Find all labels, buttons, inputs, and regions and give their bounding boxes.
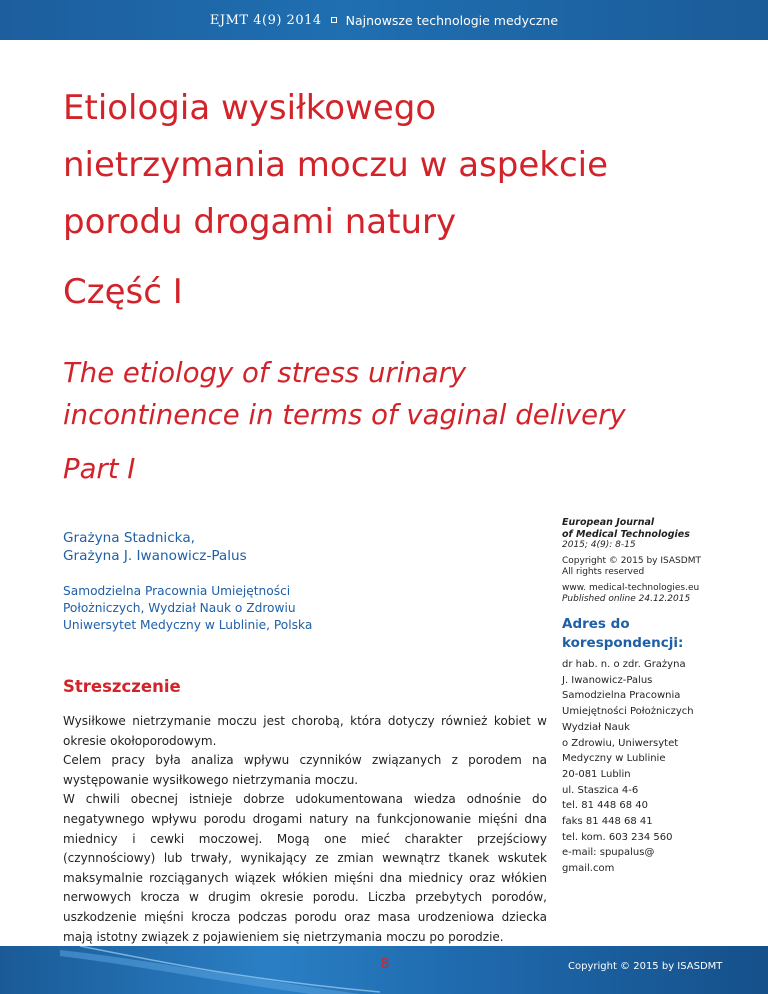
footer-swoosh-graphic <box>60 946 380 994</box>
email-line[interactable]: gmail.com <box>562 863 615 875</box>
address-line: Umiejętności Położniczych <box>562 706 694 718</box>
header-separator-square <box>331 17 337 23</box>
address-line: o Zdrowiu, Uniwersytet <box>562 737 679 749</box>
title-english <box>63 352 743 436</box>
journal-rights: All rights reserved <box>562 567 645 577</box>
journal-info <box>562 517 752 606</box>
title-polish-line: porodu drogami natury <box>63 202 457 242</box>
address-line: 20-081 Lublin <box>562 768 631 780</box>
header-section: Najnowsze technologie medyczne <box>345 12 559 28</box>
abstract-heading: Streszczenie <box>63 677 181 696</box>
author-name: Grażyna J. Iwanowicz-Palus <box>63 548 247 564</box>
correspondence-address <box>562 657 752 877</box>
footer-copyright: Copyright © 2015 by ISASDMT <box>568 961 723 972</box>
email-line[interactable]: e-mail: spupalus@ <box>562 847 655 859</box>
journal-name: European Journal <box>562 517 655 528</box>
title-polish-line: nietrzymania moczu w aspekcie <box>63 145 609 185</box>
title-polish <box>63 80 723 251</box>
address-line: tel. kom. 603 234 560 <box>562 831 673 843</box>
abstract-body <box>63 712 547 947</box>
affiliation-line: Położniczych, Wydział Nauk o Zdrowiu <box>63 601 296 615</box>
abstract-paragraph: Celem pracy była analiza wpływu czynników związanych z porodem na występowanie wysiłkowego nietrzymania moczu. <box>63 753 547 787</box>
correspondence-heading <box>562 615 752 653</box>
address-line: Samodzielna Pracownia <box>562 690 681 702</box>
title-english-line: The etiology of stress urinary <box>63 357 467 389</box>
running-header <box>0 0 768 40</box>
affiliation-line: Uniwersytet Medyczny w Lublinie, Polska <box>63 618 313 632</box>
abstract-paragraph: Wysiłkowe nietrzymanie moczu jest chorobą, która dotyczy również kobiet w okresie okołoporodowym. <box>63 714 547 748</box>
address-line: J. Iwanowicz-Palus <box>562 674 653 686</box>
address-line: Wydział Nauk <box>562 721 630 733</box>
address-line: ul. Staszica 4-6 <box>562 784 639 796</box>
journal-published: Published online 24.12.2015 <box>562 594 691 604</box>
affiliation <box>63 583 483 634</box>
author-name: Grażyna Stadnicka, <box>63 530 195 546</box>
header-journal: EJMT 4(9) 2014 <box>209 12 322 28</box>
address-line: dr hab. n. o zdr. Grażyna <box>562 659 686 670</box>
abstract-paragraph: W chwili obecnej istnieje dobrze udokumentowana wiedza odnośnie do negatywnego wpływu porodu drogami natury na funkcjonowanie mięśni dna miednicy i cewki moczowej. Mogą one mieć charakter przejściowy (czynnościowy) lub trwały, wynikający ze zmian wewnątrz tkanek wskutek maksymalnie rozciąganych wiązek włókien mięśni dna miednicy oraz włókien nerwowych krocza w drugim okresie porodu. Liczba przebytych porodów, uszkodzenie mięśni krocza podczas porodu oraz masa urodzeniowa dziecka mają istotny związek z pojawieniem się nietrzymania moczu po porodzie. <box>63 792 547 944</box>
title-english-line: incontinence in terms of vaginal delivery <box>63 399 626 431</box>
journal-citation: 2015; 4(9): 8-15 <box>562 540 636 550</box>
authors <box>63 529 483 565</box>
part-english: Part I <box>63 453 136 485</box>
journal-name: of Medical Technologies <box>562 528 690 540</box>
address-line: faks 81 448 68 41 <box>562 816 653 828</box>
correspondence-heading-line: Adres do <box>562 616 630 632</box>
part-polish: Część I <box>63 272 183 312</box>
title-polish-line: Etiologia wysiłkowego <box>63 88 437 128</box>
page-number: 8 <box>380 956 390 972</box>
correspondence-heading-line: korespondencji: <box>562 635 684 651</box>
address-line: Medyczny w Lublinie <box>562 753 666 765</box>
journal-copyright: Copyright © 2015 by ISASDMT <box>562 555 701 566</box>
address-line: tel. 81 448 68 40 <box>562 800 649 812</box>
journal-website[interactable]: www. medical-technologies.eu <box>562 582 700 593</box>
affiliation-line: Samodzielna Pracownia Umiejętności <box>63 584 291 598</box>
